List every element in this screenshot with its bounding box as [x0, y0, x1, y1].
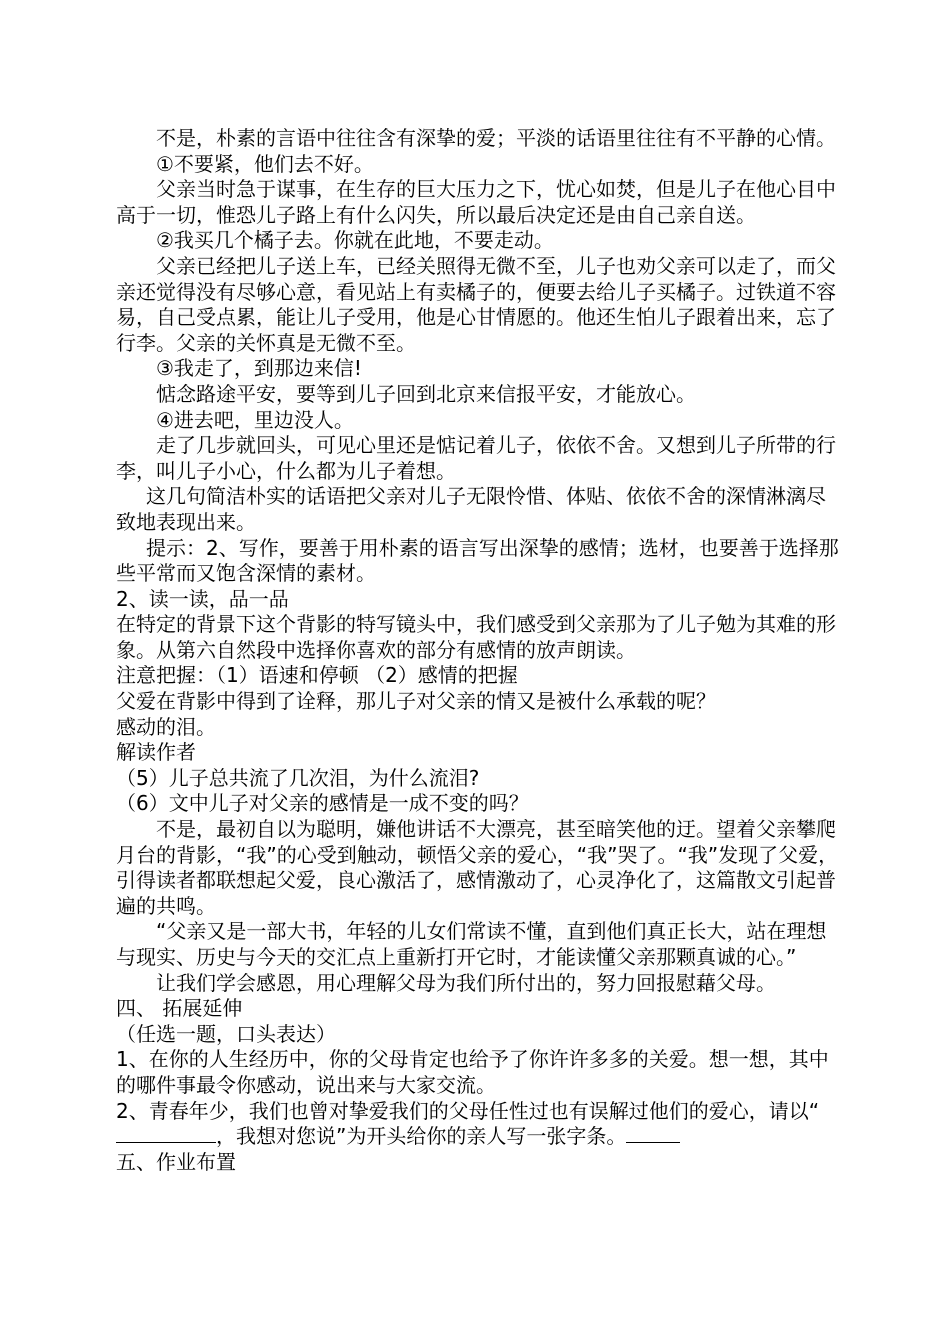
fill-blank [116, 1124, 216, 1143]
section-heading-author: 解读作者 [116, 740, 196, 765]
document-page [116, 126, 842, 1175]
quote-1: ①不要紧，他们去不好。 [156, 151, 374, 176]
read-instruction: 在特定的背景下这个背影的特写镜头中，我们感受到父亲那为了儿子勉为其难的形象。从第六自然段中选择你喜欢的部分有感情的放声朗读。 [116, 612, 836, 662]
question-father-love: 父爱在背影中得到了诠释，那儿子对父亲的情又是被什么承载的呢？ [116, 689, 716, 714]
analysis-2: 父亲已经把儿子送上车，已经关照得无微不至，儿子也劝父亲可以走了，而父亲还觉得没有尽够心意，看见站上有卖橘子的，便要去给儿子买橘子。过铁道不容易，自己受点累，能让儿子受用，他是心甘情愿的。他还生怕儿子跟着出来，忘了行李。父亲的关怀真是无微不至。 [116, 253, 836, 355]
extend-task-1: 1、在你的人生经历中，你的父母肯定也给予了你许许多多的关爱。想一想，其中的哪件事最令你感动，说出来与大家交流。 [116, 1047, 829, 1097]
question-5: （5）儿子总共流了几次泪，为什么流泪? [116, 765, 480, 790]
extend-task-2-start: 2、青春年少，我们也曾对挚爱我们的父母任性过也有误解过他们的爱心，请以“ [116, 1098, 820, 1123]
extend-task-2-end: ，我想对您说”为开头给你的亲人写一张字条。 [216, 1124, 627, 1149]
analysis-1: 父亲当时急于谋事，在生存的巨大压力之下，忧心如焚，但是儿子在他心目中高于一切，惟恐儿子路上有什么闪失，所以最后决定还是由自己亲自送。 [116, 177, 836, 227]
gratitude-line: 让我们学会感恩，用心理解父母为我们所付出的，努力回报慰藉父母。 [156, 970, 776, 995]
answer-tears: 感动的泪。 [116, 714, 216, 739]
analysis-4: 走了几步就回头，可见心里还是惦记着儿子，依依不舍。又想到儿子所带的行李，叫儿子小心，什么都为儿子着想。 [116, 433, 836, 483]
quote-3: ③我走了，到那边来信! [156, 356, 362, 381]
paragraph-answer-intro: 不是，朴素的言语中往往含有深挚的爱；平淡的话语里往往有不平静的心情。 [156, 126, 836, 150]
fill-blank-end [626, 1124, 680, 1143]
quote-4: ④进去吧，里边没人。 [156, 407, 354, 432]
extend-instruction: （任选一题，口头表达） [116, 1021, 336, 1046]
section-heading-extend: 四、 拓展延伸 [116, 996, 243, 1021]
reading-notes: 注意把握：（1）语速和停顿 （2）感情的把握 [116, 663, 518, 688]
summary-paragraph: 这几句简洁朴实的话语把父亲对儿子无限怜惜、体贴、依依不舍的深情淋漓尽致地表现出来。 [116, 484, 826, 534]
quote-2: ②我买几个橘子去。你就在此地，不要走动。 [156, 228, 554, 253]
father-book-quote: “父亲又是一部大书，年轻的儿女们常读不懂，直到他们真正长大，站在理想与现实、历史与今天的交汇点上重新打开它时，才能读懂父亲那颗真诚的心。” [116, 919, 827, 969]
hint-paragraph: 提示：2、写作，要善于用朴素的语言写出深挚的感情；选材，也要善于选择那些平常而又饱含深情的素材。 [116, 535, 839, 586]
answer-6: 不是，最初自以为聪明，嫌他讲话不大漂亮，甚至暗笑他的迂。望着父亲攀爬月台的背影，“我”的心受到触动，顿悟父亲的爱心，“我”哭了。“我”发现了父爱，引得读者都联想起父爱，良心激活了，感情激动了，心灵净化了，这篇散文引起普遍的共鸣。 [116, 817, 839, 918]
section-heading-read: 2、读一读，品一品 [116, 586, 289, 611]
extend-task-2 [116, 1099, 842, 1150]
question-6: （6）文中儿子对父亲的感情是一成不变的吗？ [116, 791, 529, 816]
section-heading-homework: 五、作业布置 [116, 1149, 236, 1174]
analysis-3: 惦念路途平安，要等到儿子回到北京来信报平安，才能放心。 [156, 381, 696, 406]
